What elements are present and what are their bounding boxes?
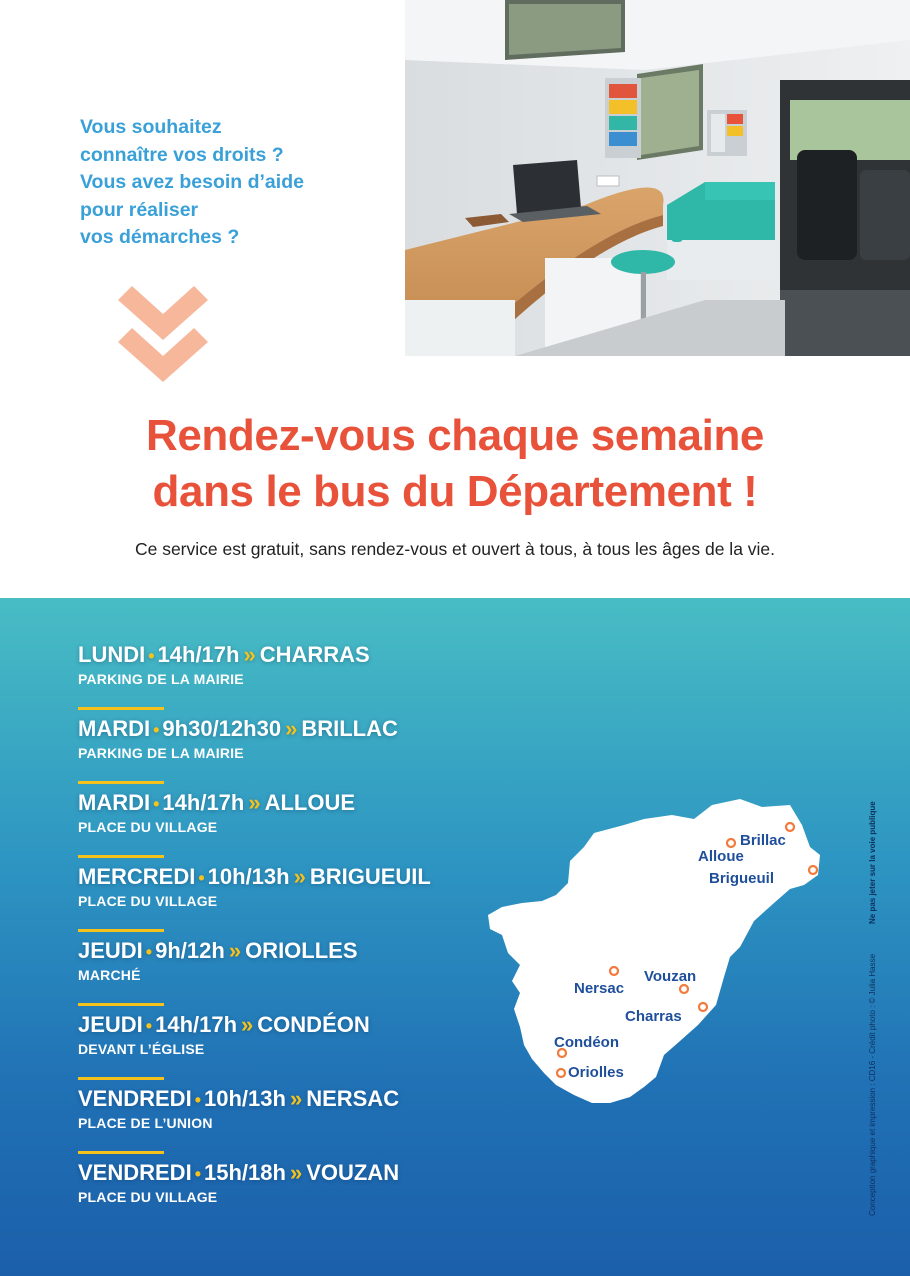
schedule-list [78,641,548,1233]
arrow-separator: » [248,790,261,815]
map-label-oriolles: Oriolles [568,1064,624,1081]
map-label-brillac: Brillac [740,832,786,849]
schedule-hours: 14h/17h [157,642,240,667]
arrow-separator: » [293,864,306,889]
schedule-entry [78,863,548,937]
arrow-separator: » [285,716,298,741]
schedule-place: PLACE DU VILLAGE [78,893,218,909]
arrow-separator: » [228,938,242,963]
intro-line: Vous souhaitez [80,116,222,138]
bullet-separator: • [194,1090,201,1110]
map-label-nersac: Nersac [574,980,625,997]
schedule-entry [78,641,548,715]
map-label-charras: Charras [625,1008,682,1025]
schedule-town: CONDÉON [257,1012,370,1037]
schedule-day: JEUDI [78,1012,143,1037]
intro-question [80,114,304,252]
arrow-separator: » [243,642,256,667]
schedule-hours: 10h/13h [207,864,290,889]
bullet-separator: • [198,868,205,888]
map-label-vouzan: Vouzan [644,968,697,985]
schedule-hours: 9h/12h [155,938,225,963]
yellow-divider [78,781,164,784]
yellow-divider [78,1151,164,1154]
credits [860,790,890,1220]
schedule-day: MERCREDI [78,864,196,889]
yellow-divider [78,707,164,710]
arrow-separator: » [241,1012,254,1037]
headline [0,408,910,520]
arrow-separator: » [289,1086,303,1111]
yellow-divider [78,855,164,858]
department-map [484,797,834,1137]
schedule-hours: 10h/13h [204,1086,286,1111]
schedule-place: PLACE DE L’UNION [78,1115,213,1131]
schedule-hours: 9h30/12h30 [162,716,282,741]
schedule-town: BRILLAC [301,716,398,741]
schedule-place: PLACE DU VILLAGE [78,1189,218,1205]
headline-line-1: Rendez-vous chaque semaine [145,411,765,460]
intro-line: vos démarches ? [80,226,240,248]
schedule-entry [78,1159,548,1233]
schedule-entry [78,789,548,863]
credit-line: Ne pas jeter sur la voie publique [868,801,877,924]
yellow-divider [78,929,164,932]
schedule-entry [78,715,548,789]
map-marker-brillac [786,823,794,831]
double-chevron-down-icon [118,286,208,384]
schedule-day: VENDREDI [78,1160,192,1185]
yellow-divider [78,1003,164,1006]
map-marker-vouzan [680,985,688,993]
service-description: Ce service est gratuit, sans rendez-vous et ouvert à tous, à tous les âges de la vie. [134,539,776,559]
schedule-town: BRIGUEUIL [309,864,431,889]
map-marker-alloue [727,839,735,847]
headline-line-2: dans le bus du Département ! [152,467,758,516]
schedule-town: ORIOLLES [245,938,358,963]
map-marker-nersac [610,967,618,975]
schedule-day: LUNDI [78,642,146,667]
map-marker-charras [699,1003,707,1011]
schedule-town: VOUZAN [306,1160,400,1185]
schedule-day: MARDI [78,716,151,741]
schedule-town: CHARRAS [259,642,370,667]
schedule-day: MARDI [78,790,151,815]
schedule-town: ALLOUE [264,790,356,815]
credit-line: Conception graphique et impression : CD16 - Crédit photo : © Julia Hasse [868,953,877,1216]
bullet-separator: • [145,1016,153,1036]
schedule-hours: 14h/17h [162,790,245,815]
bullet-separator: • [148,646,155,666]
schedule-hours: 14h/17h [155,1012,238,1037]
map-marker-brigueuil [809,866,817,874]
schedule-day: VENDREDI [78,1086,192,1111]
map-marker-oriolles [557,1069,565,1077]
intro-line: Vous avez besoin d’aide [80,171,304,193]
bullet-separator: • [153,794,160,814]
map-label-condeon: Condéon [554,1034,619,1051]
bullet-separator: • [145,942,153,962]
intro-line: pour réaliser [80,198,199,221]
yellow-divider [78,1077,164,1080]
schedule-place: MARCHÉ [78,967,141,983]
schedule-hours: 15h/18h [204,1160,286,1185]
arrow-separator: » [289,1160,303,1185]
map-label-brigueuil: Brigueuil [709,870,775,887]
schedule-place: PARKING DE LA MAIRIE [78,671,244,687]
schedule-entry [78,1085,548,1159]
schedule-town: NERSAC [306,1086,400,1111]
schedule-place: PLACE DU VILLAGE [78,819,218,835]
bus-interior-photo [405,0,910,356]
map-label-alloue: Alloue [698,848,744,865]
schedule-entry [78,1011,548,1085]
schedule-place: DEVANT L’ÉGLISE [78,1041,205,1057]
bullet-separator: • [153,720,160,740]
bullet-separator: • [194,1164,201,1184]
schedule-day: JEUDI [78,938,143,963]
schedule-place: PARKING DE LA MAIRIE [78,745,244,761]
schedule-entry [78,937,548,1011]
intro-line: connaître vos droits ? [80,143,284,166]
